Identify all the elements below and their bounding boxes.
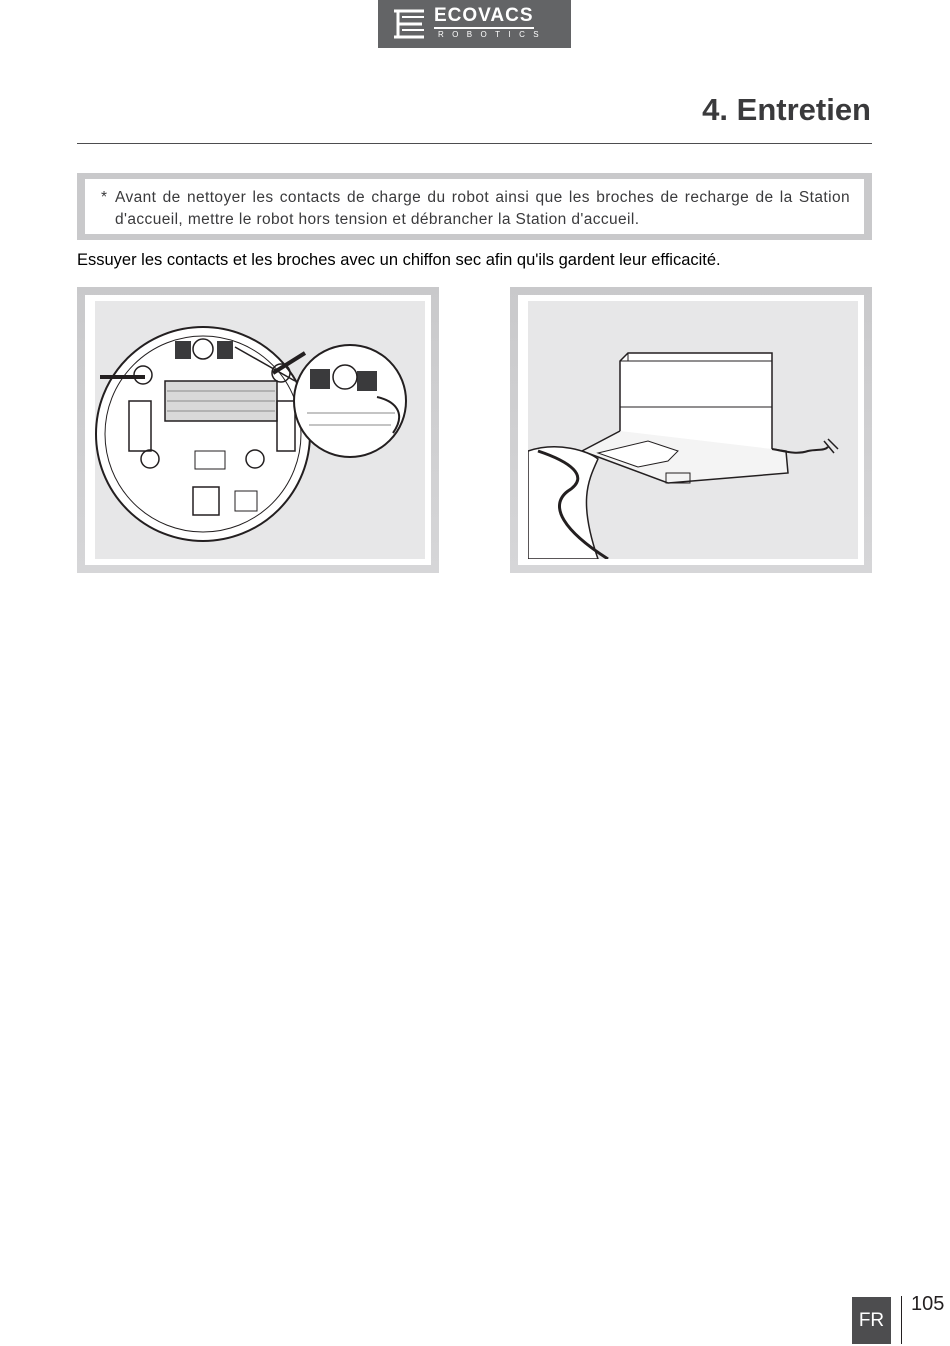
ecovacs-logo-icon <box>392 8 426 40</box>
caution-note <box>77 173 872 240</box>
figure-robot-contacts <box>77 287 439 573</box>
logo-subtitle: ROBOTICS <box>438 30 547 39</box>
section-title: 4. Entretien <box>702 92 871 127</box>
instruction-text: Essuyer les contacts et les broches avec un chiffon sec afin qu'ils gardent leur efficacité. <box>77 251 721 269</box>
brand-logo <box>378 0 571 48</box>
figure-dock-pins <box>510 287 872 573</box>
charging-dock-icon <box>528 301 858 559</box>
figure-panel <box>528 301 858 559</box>
figure-panel <box>95 301 425 559</box>
note-text: Avant de nettoyer les contacts de charge du robot ainsi que les broches de recharge de la Station d'accueil, mettre le robot hors tension et débrancher la Station d'accueil. <box>115 189 850 228</box>
robot-underside-icon <box>95 301 425 559</box>
caution-note-body <box>85 179 864 234</box>
language-badge: FR <box>852 1297 891 1344</box>
note-bullet: * <box>101 189 108 206</box>
logo-brand-text: ECOVACS <box>434 6 534 29</box>
page-number: 105 <box>911 1293 945 1315</box>
title-divider <box>77 143 872 144</box>
page-number-divider <box>901 1296 902 1344</box>
